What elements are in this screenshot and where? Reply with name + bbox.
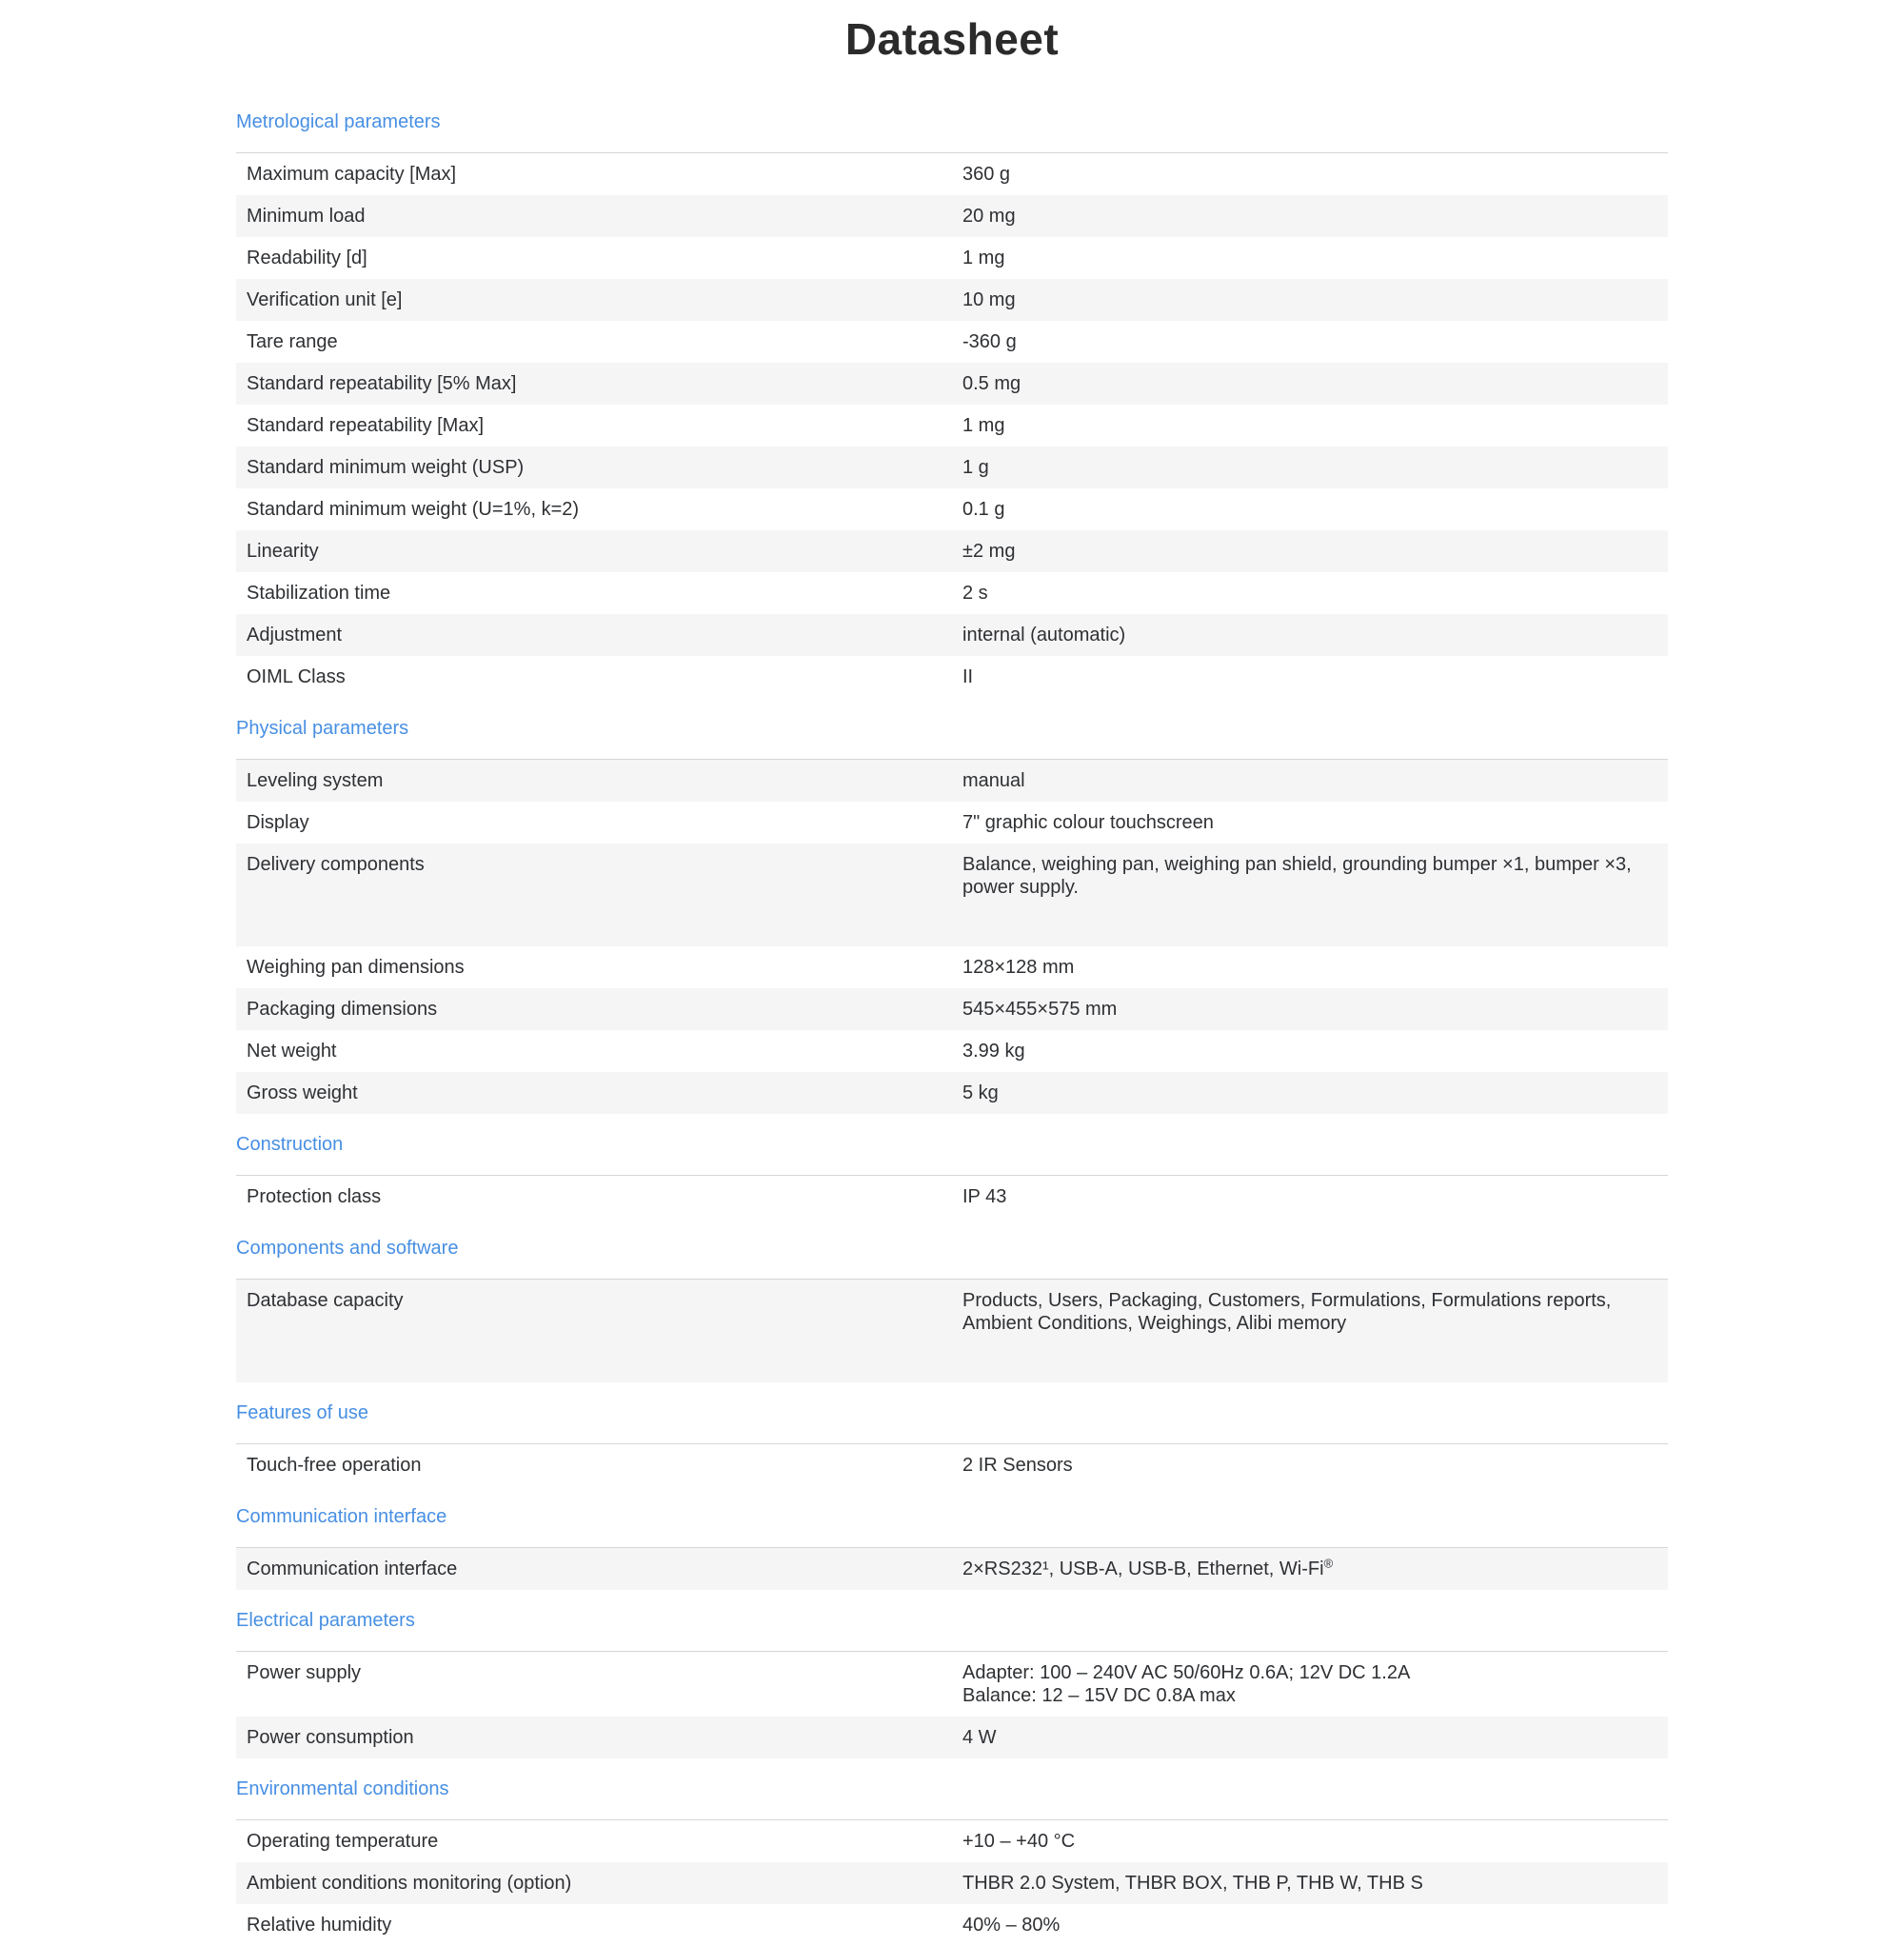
row-value: 20 mg	[962, 206, 1016, 227]
row-value: 2×RS232¹, USB-A, USB-B, Ethernet, Wi-Fi®	[962, 1556, 1334, 1579]
table-row	[236, 656, 1668, 698]
row-value: +10 – +40 °C	[962, 1831, 1076, 1852]
section-electrical-parameters	[236, 1609, 1668, 1758]
row-label: Maximum capacity [Max]	[247, 164, 457, 185]
section-features-of-use	[236, 1401, 1668, 1486]
row-label: Protection class	[247, 1186, 382, 1207]
row-label: Weighing pan dimensions	[247, 957, 465, 978]
row-label: Verification unit [e]	[247, 289, 403, 310]
spec-table	[236, 759, 1668, 1114]
row-label: Tare range	[247, 331, 338, 352]
row-value: 128×128 mm	[962, 957, 1075, 978]
row-label: Readability [d]	[247, 248, 367, 268]
table-row	[236, 1176, 1668, 1219]
table-row	[236, 1280, 1668, 1383]
table-row	[236, 760, 1668, 803]
table-row	[236, 153, 1668, 196]
row-label: Net weight	[247, 1041, 337, 1062]
section-physical-parameters	[236, 717, 1668, 1114]
section-environmental-conditions	[236, 1777, 1668, 1946]
table-row	[236, 1717, 1668, 1758]
table-row	[236, 405, 1668, 447]
section-header: Components and software	[236, 1238, 459, 1259]
row-label: Minimum load	[247, 206, 366, 227]
table-row	[236, 1444, 1668, 1487]
row-label: Leveling system	[247, 770, 384, 791]
section-communication-interface	[236, 1505, 1668, 1590]
row-label: Communication interface	[247, 1559, 458, 1579]
row-value: 4 W	[962, 1727, 997, 1748]
table-row	[236, 279, 1668, 321]
table-row	[236, 1548, 1668, 1591]
row-value: 5 kg	[962, 1082, 999, 1103]
row-value: 2 IR Sensors	[962, 1455, 1073, 1476]
row-label: Stabilization time	[247, 583, 391, 604]
table-row	[236, 488, 1668, 530]
row-label: Delivery components	[247, 854, 425, 875]
row-value: 0.5 mg	[962, 373, 1021, 394]
spec-table	[236, 1175, 1668, 1218]
row-value: manual	[962, 770, 1025, 791]
row-label: Operating temperature	[247, 1831, 439, 1852]
row-value: -360 g	[962, 331, 1017, 352]
table-row	[236, 1072, 1668, 1114]
row-value: internal (automatic)	[962, 625, 1126, 645]
row-label: Packaging dimensions	[247, 999, 438, 1020]
row-value: Balance, weighing pan, weighing pan shield, grounding bumper ×1, bumper ×3, power supply.	[962, 854, 1632, 898]
row-label: Adjustment	[247, 625, 343, 645]
row-value: 40% – 80%	[962, 1915, 1061, 1936]
spec-table	[236, 152, 1668, 698]
row-label: Display	[247, 812, 309, 833]
row-value: IP 43	[962, 1186, 1007, 1207]
spec-table	[236, 1651, 1668, 1758]
row-value: 545×455×575 mm	[962, 999, 1118, 1020]
section-header: Metrological parameters	[236, 111, 441, 132]
row-label: Linearity	[247, 541, 319, 562]
table-row	[236, 572, 1668, 614]
row-value: 1 g	[962, 457, 989, 478]
table-row	[236, 237, 1668, 279]
spec-table	[236, 1279, 1668, 1382]
row-value: 10 mg	[962, 289, 1016, 310]
table-row	[236, 802, 1668, 844]
row-value: Products, Users, Packaging, Customers, Formulations, Formulations reports, Ambient Conditions, Weighings, Alibi memory	[962, 1290, 1612, 1334]
table-row	[236, 614, 1668, 656]
row-value: II	[962, 666, 974, 687]
spec-table	[236, 1547, 1668, 1590]
row-label: Database capacity	[247, 1290, 404, 1311]
spec-table	[236, 1443, 1668, 1486]
row-label: Ambient conditions monitoring (option)	[247, 1873, 572, 1894]
row-label: Standard repeatability [Max]	[247, 415, 485, 436]
section-header: Features of use	[236, 1402, 368, 1423]
table-row	[236, 363, 1668, 405]
section-header: Communication interface	[236, 1506, 447, 1527]
row-value: ±2 mg	[962, 541, 1016, 562]
spec-table	[236, 1819, 1668, 1946]
row-label: Power consumption	[247, 1727, 414, 1748]
row-value: 1 mg	[962, 415, 1005, 436]
row-label: Gross weight	[247, 1082, 358, 1103]
section-header: Physical parameters	[236, 718, 409, 739]
row-label: Standard repeatability [5% Max]	[247, 373, 517, 394]
table-row	[236, 1030, 1668, 1072]
section-metrological-parameters	[236, 110, 1668, 698]
row-value: Adapter: 100 – 240V AC 50/60Hz 0.6A; 12V DC 1.2A Balance: 12 – 15V DC 0.8A max	[962, 1662, 1411, 1706]
row-value: 360 g	[962, 164, 1011, 185]
section-components-and-software	[236, 1237, 1668, 1382]
table-row	[236, 321, 1668, 363]
row-label: Power supply	[247, 1662, 362, 1683]
row-label: Relative humidity	[247, 1915, 392, 1936]
row-value: 3.99 kg	[962, 1041, 1025, 1062]
row-label: Standard minimum weight (U=1%, k=2)	[247, 499, 580, 520]
table-row	[236, 1652, 1668, 1718]
table-row	[236, 530, 1668, 572]
section-construction	[236, 1133, 1668, 1218]
table-row	[236, 1820, 1668, 1863]
table-row	[236, 1862, 1668, 1904]
table-row	[236, 988, 1668, 1030]
table-row	[236, 946, 1668, 988]
row-value: 2 s	[962, 583, 988, 604]
row-label: OIML Class	[247, 666, 346, 687]
section-header: Electrical parameters	[236, 1610, 415, 1631]
row-value: THBR 2.0 System, THBR BOX, THB P, THB W, THB S	[962, 1873, 1423, 1894]
section-header: Environmental conditions	[236, 1778, 449, 1799]
row-label: Standard minimum weight (USP)	[247, 457, 525, 478]
section-header: Construction	[236, 1134, 344, 1155]
row-value: 0.1 g	[962, 499, 1005, 520]
page-title: Datasheet	[844, 14, 1060, 64]
table-row	[236, 447, 1668, 488]
row-value: 7" graphic colour touchscreen	[962, 812, 1214, 833]
row-value: 1 mg	[962, 248, 1005, 268]
table-row	[236, 844, 1668, 946]
table-row	[236, 195, 1668, 237]
table-row	[236, 1904, 1668, 1946]
datasheet-sections	[236, 110, 1668, 1946]
datasheet-page	[236, 0, 1668, 1946]
row-label: Touch-free operation	[247, 1455, 422, 1476]
